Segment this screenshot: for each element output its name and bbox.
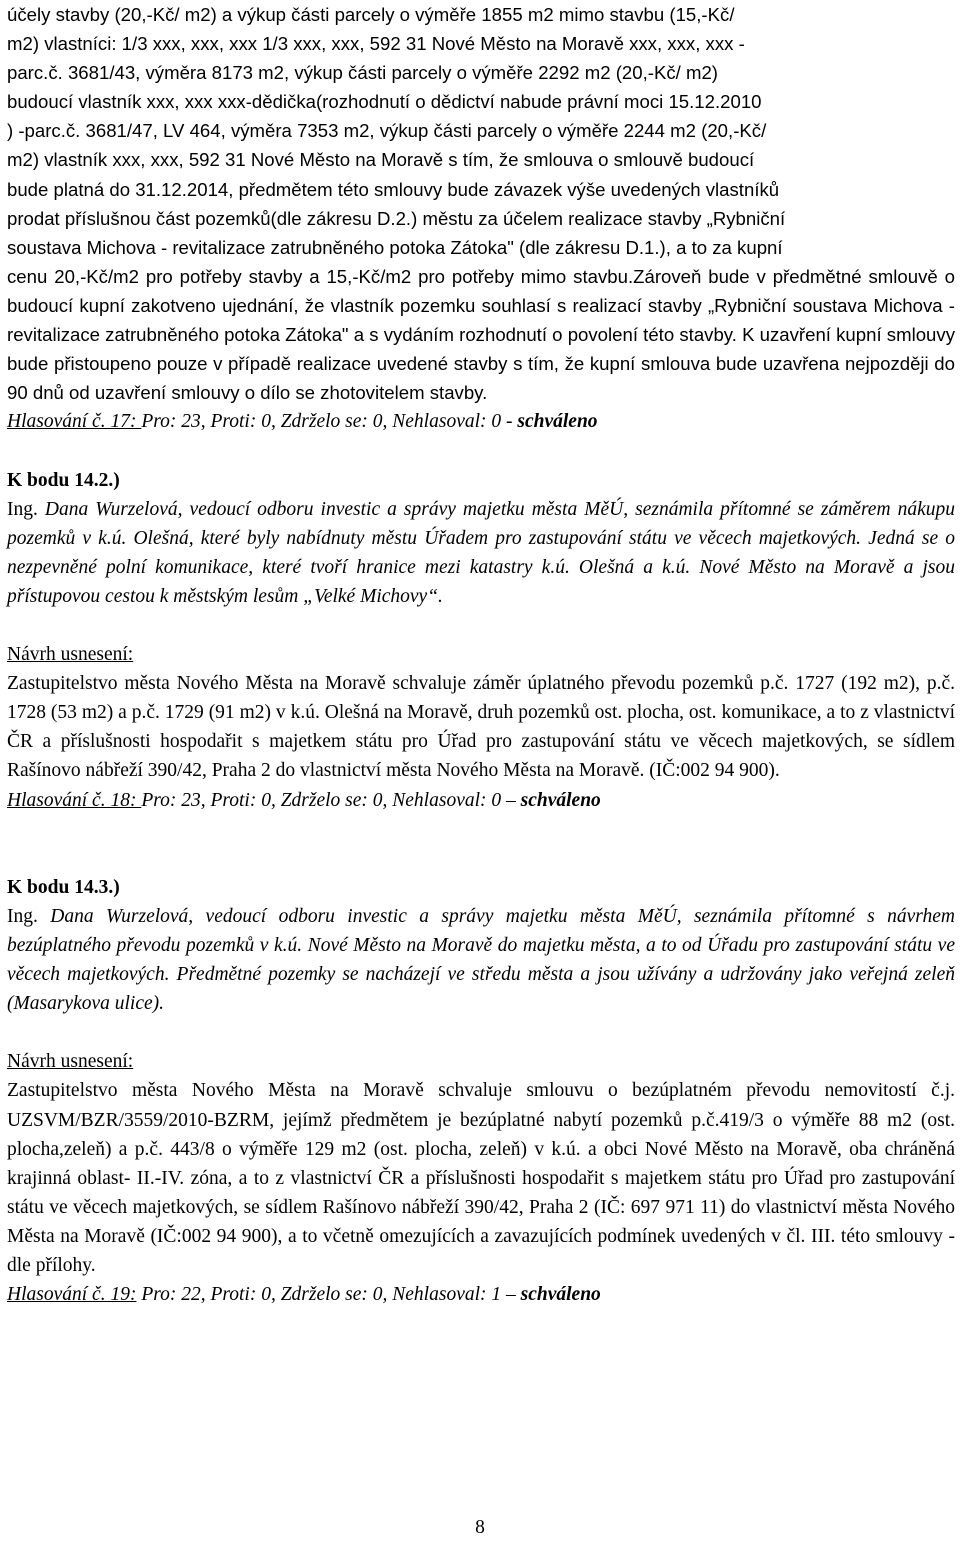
text-line: účely stavby (20,-Kč/ m2) a výkup části parcely o výměře 1855 m2 mimo stavbu (15,-Kč/ <box>7 4 735 25</box>
text-line: ) -parc.č. 3681/47, LV 464, výměra 7353 m2, výkup části parcely o výměře 2244 m2 (20,-Kč/ <box>7 120 767 142</box>
text-line: prodat příslušnou část pozemků(dle zákresu D.2.) městu za účelem realizace stavby „Rybniční <box>7 207 786 229</box>
section-14-2 <box>7 466 955 815</box>
text-line: bude platná do 31.12.2014, předmětem této smlouvy bude závazek výše uvedených vlastníků <box>7 178 780 200</box>
continuation-text: Zároveň bude v předmětné smlouvě o budoucí kupní zakotveno ujednání, že vlastník pozemku souhlasí s realizací stavby „Rybniční soustava Michova - revitalizace zatrubněného potoka Zátoka" a s vydáním rozhodnutí o povolení této stavby. K uzavření kupní smlouvy bude přistoupeno pouze v případě realizace uvedené stavby s tím, že kupní smlouva bude uzavřena nejpozději do 90 dnů od uzavření smlouvy o dílo se zhotovitelem stavby. <box>7 265 955 404</box>
intro-text: Dana Wurzelová, vedoucí odboru investic a správy majetku města MěÚ, seznámila přítomné se záměrem nákupu pozemků v k.ú. Olešná, které byly nabídnuty městu Úřadem pro zastupování státu ve věcech majetkových. Jedná se o nezpevněné polní komunikace, které tvoří hranice mezi katastry k.ú. Olešná a k.ú. Nové Město na Moravě a jsou přístupovou cestou k městským lesům „Velké Michovy“. <box>7 498 955 607</box>
intro-title: Ing. <box>7 498 38 520</box>
section-14-3 <box>7 873 955 1309</box>
page-number: 8 <box>475 1517 485 1538</box>
text-line: budoucí vlastník xxx, xxx xxx-dědička(rozhodnutí o dědictví nabude právní moci 15.12.2010 <box>7 91 762 113</box>
proposal-label: Návrh usnesení: <box>7 1051 134 1073</box>
vote-label: Hlasování č. 19: <box>7 1284 137 1306</box>
spacer <box>7 611 955 640</box>
vote-text: Pro: 23, Proti: 0, Zdrželo se: 0, Nehlasoval: 0 - <box>141 411 518 433</box>
text-line: m2) vlastník xxx, xxx, 592 31 Nové Město na Moravě s tím, že smlouva o smlouvě budoucí <box>7 149 755 171</box>
text-line: soustava Michova - revitalizace zatrubněného potoka Zátoka" (dle zákresu D.1.), a to za kupní <box>7 236 783 258</box>
vote-result: schváleno <box>520 789 601 811</box>
spacer <box>7 1018 955 1047</box>
intro-text: Dana Wurzelová, vedoucí odboru investic a správy majetku města MěÚ, seznámila přítomné s návrhem bezúplatného převodu pozemků v k.ú. Nové Město na Moravě do majetku města, a to od Úřadu pro zastupování státu ve věcech majetkových. Předmětné pozemky se nacházejí ve středu města a jsou užívány a udržovány jako veřejná zeleň (Masarykova ulice). <box>7 905 955 1015</box>
vote-18 <box>7 786 955 815</box>
vote-label: Hlasování č. 18: <box>7 789 142 811</box>
vote-text: Pro: 23, Proti: 0, Zdrželo se: 0, Nehlasoval: 0 – <box>141 789 521 811</box>
vote-19 <box>7 1280 955 1309</box>
section-intro <box>7 902 955 1018</box>
spacer <box>7 815 955 873</box>
vote-17 <box>7 407 955 436</box>
text-line: cenu 20,-Kč/m2 pro potřeby stavby a 15,-Kč/m2 pro potřeby mimo stavbu. <box>7 265 634 287</box>
document-page <box>7 0 955 1309</box>
section-heading: K bodu 14.3.) <box>7 876 120 898</box>
block-a <box>7 0 955 436</box>
vote-text: Pro: 22, Proti: 0, Zdrželo se: 0, Nehlasoval: 1 – <box>136 1284 521 1306</box>
vote-result: schváleno <box>520 1284 601 1306</box>
section-heading: K bodu 14.2.) <box>7 469 120 491</box>
vote-result: schváleno <box>517 411 598 433</box>
land-purchase-paragraph <box>7 0 955 407</box>
proposal-text: Zastupitelstvo města Nového Města na Moravě schvaluje záměr úplatného převodu pozemků p.č. 1727 (192 m2), p.č. 1728 (53 m2) a p.č. 1729 (91 m2) v k.ú. Olešná na Moravě, druh pozemků ost. plocha, ost. komunikace, a to z vlastnictví ČR a příslušnosti hospodařit s majetkem státu pro Úřad pro zastupování státu ve věcech majetkových, se sídlem Rašínovo nábřeží 390/42, Praha 2 do vlastnictví města Nového Města na Moravě. (IČ:002 94 900). <box>7 673 955 782</box>
intro-title: Ing. <box>7 905 38 927</box>
proposal-text: Zastupitelstvo města Nového Města na Moravě schvaluje smlouvu o bezúplatném převodu nemovitostí č.j. UZSVM/BZR/3559/2010-BZRM, jejímž předmětem je bezúplatné nabytí pozemků p.č.419/3 o výměře 88 m2 (ost. plocha,zeleň) a p.č. 443/8 o výměře 129 m2 (ost. plocha, zeleň) v k.ú. a obci Nové Město na Moravě, oba chráněná krajinná oblast- II.-IV. zóna, a to z vlastnictví ČR a příslušnosti hospodařit s majetkem státu pro Úřad pro zastupování státu ve věcech majetkových, se sídlem Rašínovo nábřeží 390/42, Praha 2 (IČ: 697 971 11) do vlastnictví města Nového Města na Moravě (IČ:002 94 900), a to včetně omezujících a zavazujících podmínek uvedených v čl. III. této smlouvy - dle přílohy. <box>7 1080 955 1277</box>
text-line: parc.č. 3681/43, výměra 8173 m2, výkup části parcely o výměře 2292 m2 (20,-Kč/ m2) <box>7 62 719 84</box>
spacer <box>7 436 955 465</box>
proposal-label: Návrh usnesení: <box>7 644 134 666</box>
vote-label: Hlasování č. 17: <box>7 411 142 433</box>
text-line: m2) vlastníci: 1/3 xxx, xxx, xxx 1/3 xxx, xxx, 592 31 Nové Město na Moravě xxx, xxx, xxx - <box>7 33 745 55</box>
section-intro <box>7 495 955 611</box>
